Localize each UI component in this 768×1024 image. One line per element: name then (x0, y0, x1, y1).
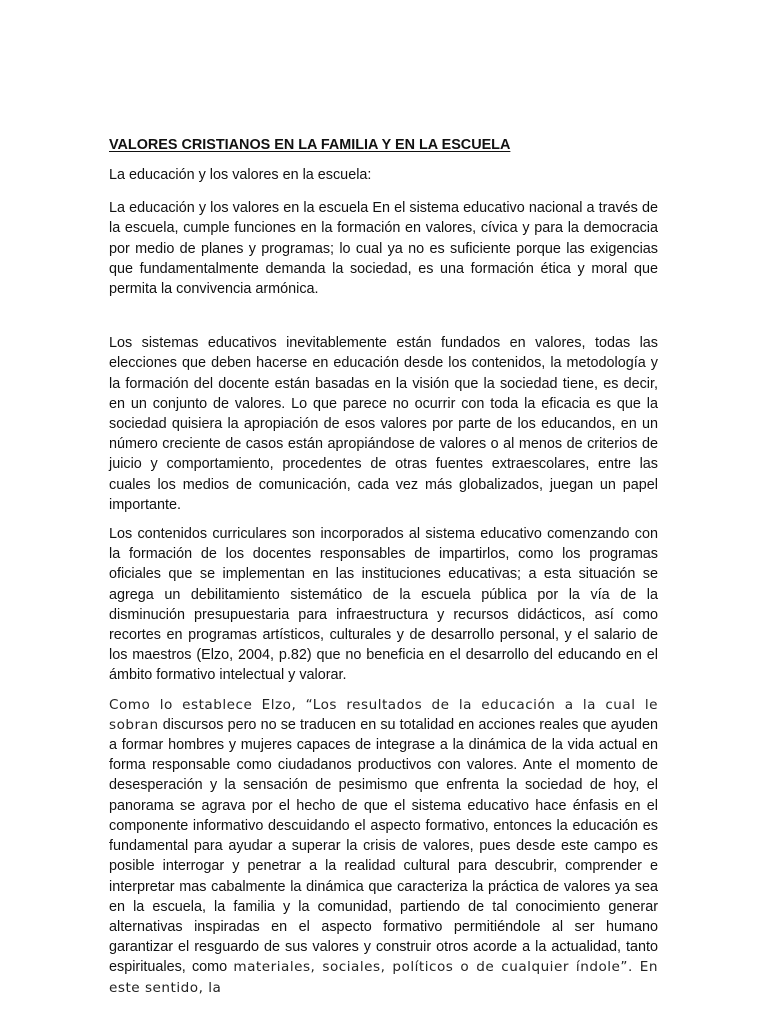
document-page (109, 136, 658, 998)
document-title: VALORES CRISTIANOS EN LA FAMILIA Y EN LA ESCUELA (109, 137, 511, 153)
quote-tail: materiales, sociales, políticos o de cualquier índole”. En este sentido, la (109, 959, 658, 996)
quote-paragraph (109, 695, 658, 998)
section-subtitle: La educación y los valores en la escuela: (109, 167, 372, 183)
quote-body: discursos pero no se traducen en su totalidad en acciones reales que ayuden a formar hombres y mujeres capaces de integrase a la dinámica de la vida actual en forma responsable como ciudadanos productivos con valores. Ante el momento de desesperación y la sensación de pesimismo que enfrenta la sociedad de hoy, el panorama se agrava por el hecho de que el sistema educativo hace énfasis en el componente informativo descuidando el aspecto formativo, entonces la educación es fundamental para ayudar a superar la crisis de valores, pues desde este campo es posible interrogar y penetrar a la realidad cultural para descubrir, comprender e interpretar mas cabalmente la dinámica que caracteriza la práctica de valores ya sea en la escuela, la familia y la comunidad, partiendo de tal conocimiento generar alternativas inspiradas en el aspecto formativo permitiéndole al ser humano garantizar el resguardo de sus valores y construir otros acorde a la actualidad, tanto espirituales, como (109, 716, 658, 976)
quote-lead: Como lo establece Elzo, “Los resultados de la educación a la cual le sobran (109, 696, 658, 733)
paragraph-3: Los contenidos curriculares son incorporados al sistema educativo comenzando con la formación de los docentes responsables de impartirlos, como los programas oficiales que se implementan en las instituciones educativas; a esta situación se agrega un debilitamiento sistemático de la escuela pública por la vía de la disminución presupuestaria para infraestructura y recursos didácticos, así como recortes en programas artísticos, culturales y de desarrollo personal, y el salario de los maestros (Elzo, 2004, p.82) que no beneficia en el desarrollo del educando en el ámbito formativo intelectual y valorar. (109, 526, 658, 684)
paragraph-1: La educación y los valores en la escuela En el sistema educativo nacional a través de la escuela, cumple funciones en la formación en valores, cívica y para la democracia por medio de planes y programas; lo cual ya no es suficiente porque las exigencias que fundamentalmente demanda la sociedad, es una formación ética y moral que permita la convivencia armónica. (109, 200, 658, 298)
paragraph-2: Los sistemas educativos inevitablemente están fundados en valores, todas las elecciones que deben hacerse en educación desde los contenidos, la metodología y la formación del docente están basadas en la visión que la sociedad tiene, es decir, en un conjunto de valores. Lo que parece no ocurrir con toda la eficacia es que la sociedad quisiera la apropiación de esos valores por parte de los educandos, en un número creciente de casos están apropiándose de valores o al menos de criterios de juicio y comportamiento, procedentes de otras fuentes extraescolares, entre las cuales los medios de comunicación, cada vez más globalizados, juegan un papel importante. (109, 335, 658, 513)
